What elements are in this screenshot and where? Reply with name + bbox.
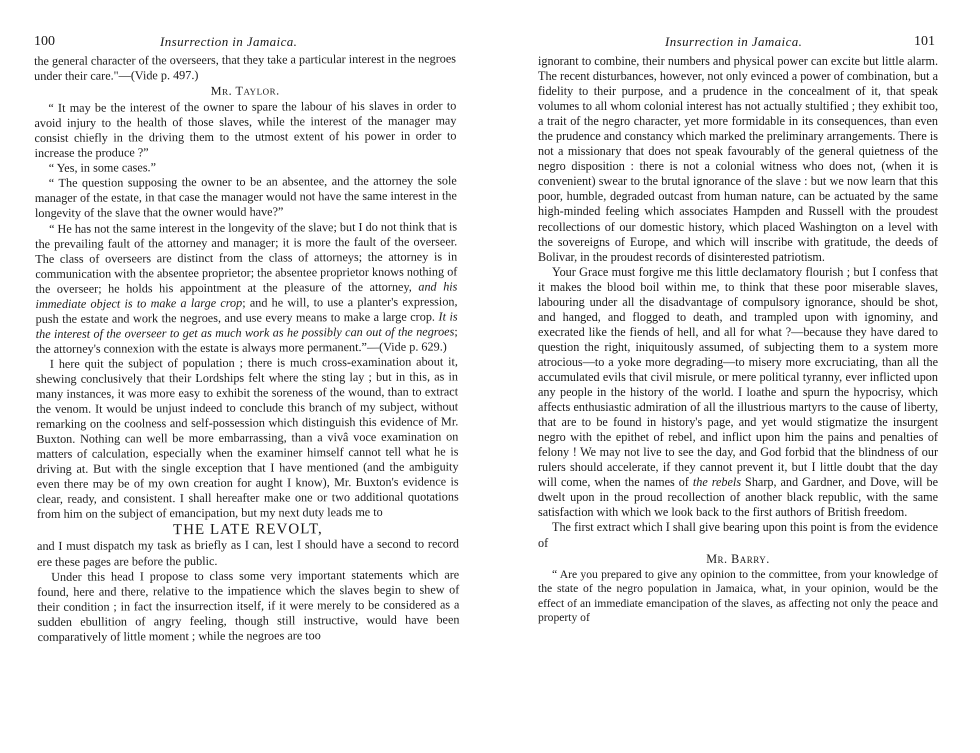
right-page-header (490, 34, 980, 52)
paragraph (538, 265, 938, 521)
paragraph: “ The question supposing the owner to be an absentee, and the attorney the sole manager of the estate, in that case the manager would not have the same interest in the longevity of the slave that the owner would have?” (34, 173, 457, 221)
paragraph: I here quit the subject of population ; there is much cross-examination about it, shewing conclusively that their Lordships felt where the sting lay ; but in this, as in many instances, it was more easy to exhibit the soreness of the wound, than to extract the venom. It would be unjust indeed to conclude this branch of my subject, without remarking on the coolness and self-possession which distinguish this evidence of Mr. Buxton. Nothing can well be more embarrassing, than a vivâ voce examination on matters of calculation, especially when the examiner himself cannot tell what he is driving at. But with the single exception that I have mentioned (and the ambiguity even there may be of my own creation for aught I know), Mr. Buxton's evidence is clear, ready, and consistent. I shall hereafter make one or two additional quotations from him on the subject of emancipation, but my next duty leads me to (35, 354, 459, 522)
text-run: Your Grace must forgive me this little declamatory flourish ; but I confess that it makes the blood boil within me, to think that these poor miserable slaves, labouring under all the disadvantage of compulsory ignorance, should be shot, and hanged, and flogged to death, and trampled upon with ignominy, and execrated like the fiends of hell, and all for what ?—because they have dared to question the right, iniquitously assumed, of subjecting them to a system more atrocious—to a yoke more degrading—to misery more excruciating, than all the accumulated evils that civil misrule, or mere political tyranny, ever inflicted upon any people in the history of the world. I loathe and spurn the hypocrisy, which affects enthusiastic admiration of all the illustrious martyrs to the cause of liberty, that are to be found in history's page, and yet would stigmatize the insurgent negro with the epithet of rebel, and inflict upon him the pains and penalties of felony ! We may not live to see the day, and God forbid that the blindness of our rulers should accelerate, if they cannot prevent it, but I little doubt that the day will come, when the names of (538, 264, 938, 490)
text-run: “ He has not the same interest in the longevity of the slave; but I do not think that is the prevailing fault of the attorney and manager; it is more the fault of the overseer. The class of overseers are distinct from the class of attorneys; the attorney is in communication with the absentee proprietor; the absentee proprietor knows nothing of the overseer; he holds his appointment at the pleasure of the attorney, (35, 218, 458, 296)
running-head: Insurrection in Jamaica. (665, 34, 803, 49)
page-number: 101 (914, 34, 935, 49)
text-run: ; the attorney's connexion with the estate is always more permanent.”—(Vide p. 629.) (35, 324, 458, 356)
right-page (490, 0, 980, 753)
page-number: 100 (34, 34, 55, 49)
left-page-body (34, 51, 460, 644)
italic-text: the rebels (692, 475, 742, 490)
text-run: Sharp, and Gardner, and Dove, will be dwelt upon in the proud recollection of another black republic, with the same satisfaction with which we look back to the first authors of British freedom. (538, 475, 938, 520)
italic-text: It is the interest of the overseer to get as much work as he possibly can out of the negroes (35, 309, 458, 341)
right-page-body (538, 54, 938, 626)
paragraph: “ It may be the interest of the owner to spare the labour of his slaves in order to avoid injury to the health of those slaves, while the interest of the manager may consist chiefly in the driving them to the utmost extent of his power in order to increase the produce ?” (34, 98, 457, 161)
paragraph (35, 219, 458, 357)
text-run: ; and he will, to use a planter's expression, push the estate and work the negroes, and use every means to make a large crop. (35, 294, 458, 326)
paragraph: “ Yes, in some cases.” (48, 160, 157, 176)
paragraph: the general character of the overseers, that they take a particular interest in the negroes under their care."—(Vide p. 497.) (34, 51, 457, 84)
running-head: Insurrection in Jamaica. (160, 34, 298, 49)
paragraph: “ Are you prepared to give any opinion to the committee, from your knowledge of the state of the negro population in Jamaica, what, in your opinion, would be the effect of an immediate emancipation of the slaves, as affecting not only the peace and property of (538, 567, 938, 625)
speaker-heading: Mr. Barry. (706, 551, 770, 566)
paragraph: and I must dispatch my task as briefly as I can, lest I should have a second to record ere these pages are before the public. (36, 536, 460, 569)
paragraph: Under this head I propose to class some very important statements which are found, here and there, relative to the impatience which the slaves begin to shew of their condition ; in fact the insurrection itself, if it were merely to be considered as a sudden ebullition of angry feeling, though still instructive, would have been comparatively of little moment ; while the negroes are too (37, 566, 460, 644)
section-heading: THE LATE REVOLT, (172, 521, 323, 539)
left-page-header (0, 34, 490, 52)
italic-text: and his immediate object is to make a large crop (35, 279, 458, 311)
paragraph: ignorant to combine, their numbers and physical power can excite but little alarm. The recent disturbances, however, not only evinced a power of combination, but a fidelity to their purpose, and a prudence in the concealment of it, that speak volumes to all whom colonial interest has not actually stultified ; they exhibit too, a trait of the negro character, yet more formidable in its consequences, than even the prudence and constancy which marked the preliminary arrangements. There is not a missionary that does not speak favourably of the general quietness of the negro disposition : there is not a colonial witness who does not, (when it is convenient) swear to the brutal ignorance of the slave : but we now learn that this poor, humble, degraded outcast from human nature, can be actuated by the same high-minded feeling which associates Hampden and Russell with the proudest recollections of our domestic history, which placed Washington on a level with the sovereigns of Europe, and which will inscribe with gratitude, the deeds of Bolivar, in the proudest records of disinterested patriotism. (538, 54, 938, 264)
speaker-heading: Mr. Taylor. (210, 83, 280, 99)
paragraph: The first extract which I shall give bearing upon this point is from the evidence of (538, 520, 938, 550)
